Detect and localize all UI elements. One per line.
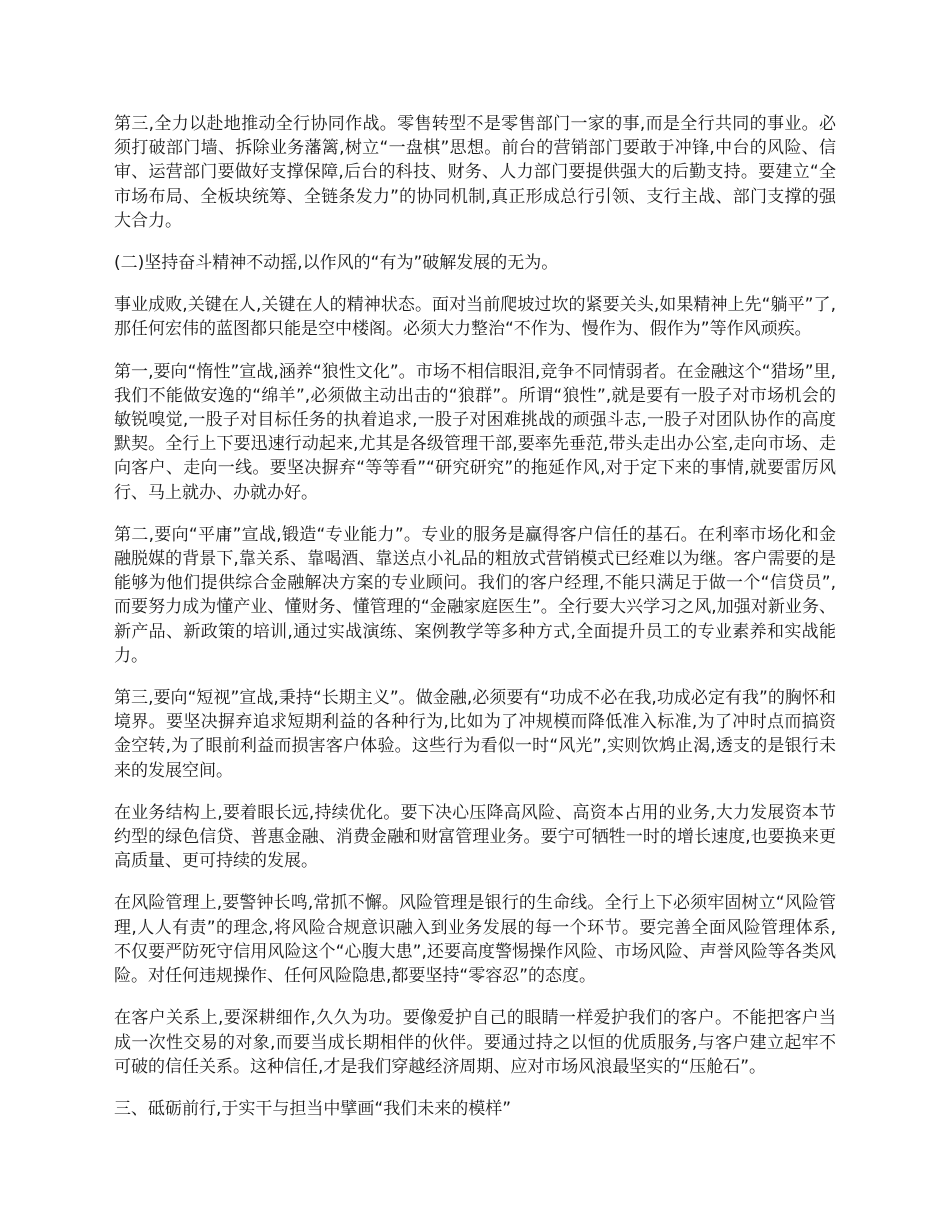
paragraph-customer-relations: 在客户关系上,要深耕细作,久久为功。要像爱护自己的眼睛一样爱护我们的客户。不能把客户当成一次性交易的对象,而要当成长期相伴的伙伴。要通过持之以恒的优质服务,与客户建立起牢不可破的信任关系。这种信任,才是我们穿越经济周期、应对市场风浪最坚实的“压舱石”。 bbox=[114, 1008, 836, 1077]
section-heading-struggle-spirit: (二)坚持奋斗精神不动摇,以作风的“有为”破解发展的无为。 bbox=[114, 253, 559, 274]
paragraph-long-termism: 第三,要向“短视”宣战,秉持“长期主义”。做金融,必须要有“功成不必在我,功成必定有我”的胸怀和境界。要坚决摒弃追求短期利益的各种行为,比如为了冲规模而降低准入标准,为了冲时点而搞资金空转,为了眼前利益而损害客户体验。这些行为看似一时“风光”,实则饮鸩止渴,透支的是银行未来的发展空间。 bbox=[114, 688, 836, 781]
paragraph-collaboration: 第三,全力以赴地推动全行协同作战。零售转型不是零售部门一家的事,而是全行共同的事业。必须打破部门墙、拆除业务藩篱,树立“一盘棋”思想。前台的营销部门要敢于冲锋,中台的风险、信审、运营部门要做好支撑保障,后台的科技、财务、人力部门要提供强大的后勤支持。要建立“全市场布局、全板块统筹、全链条发力”的协同机制,真正形成总行引领、支行主战、部门支撑的强大合力。 bbox=[114, 114, 836, 231]
paragraph-business-structure: 在业务结构上,要着眼长远,持续优化。要下决心压降高风险、高资本占用的业务,大力发展资本节约型的绿色信贷、普惠金融、消费金融和财富管理业务。要宁可牺牲一时的增长速度,也要换来更高质量、更可持续的发展。 bbox=[114, 802, 836, 872]
paragraph-mental-state: 事业成败,关键在人,关键在人的精神状态。面对当前爬坡过坎的紧要关头,如果精神上先“躺平”了,那任何宏伟的蓝图都只能是空中楼阁。必须大力整治“不作为、慢作为、假作为”等作风顽疾。 bbox=[114, 295, 836, 340]
paragraph-wolf-culture: 第一,要向“惰性”宣战,涵养“狼性文化”。市场不相信眼泪,竞争不同情弱者。在金融这个“猎场”里,我们不能做安逸的“绵羊”,必须做主动出击的“狼群”。所谓“狼性”,就是要有一股子对市场机会的敏锐嗅觉,一股子对目标任务的执着追求,一股子对困难挑战的顽强斗志,一股子对团队协作的高度默契。全行上下要迅速行动起来,尤其是各级管理干部,要率先垂范,带头走出办公室,走向市场、走向客户、走向一线。要坚决摒弃“等等看”“研究研究”的拖延作风,对于定下来的事情,就要雷厉风行、马上就办、办就办好。 bbox=[114, 361, 836, 503]
paragraph-risk-management: 在风险管理上,要警钟长鸣,常抓不懈。风险管理是银行的生命线。全行上下必须牢固树立“风险管理,人人有责”的理念,将风险合规意识融入到业务发展的每一个环节。要完善全面风险管理体系,不仅要严防死守信用风险这个“心腹大患”,还要高度警惕操作风险、市场风险、声誉风险等各类风险。对任何违规操作、任何风险隐患,都要坚持“零容忍”的态度。 bbox=[114, 893, 836, 987]
paragraph-professional-ability: 第二,要向“平庸”宣战,锻造“专业能力”。专业的服务是赢得客户信任的基石。在利率市场化和金融脱媒的背景下,靠关系、靠喝酒、靠送点小礼品的粗放式营销模式已经难以为继。客户需要的是能够为他们提供综合金融解决方案的专业顾问。我们的客户经理,不能只满足于做一个“信贷员”,而要努力成为懂产业、懂财务、懂管理的“金融家庭医生”。全行要大兴学习之风,加强对新业务、新产品、新政策的培训,通过实战演练、案例教学等多种方式,全面提升员工的专业素养和实战能力。 bbox=[114, 524, 836, 666]
section-heading-forge-ahead: 三、砥砺前行,于实干与担当中擘画“我们未来的模样” bbox=[114, 1098, 512, 1119]
document-body bbox=[114, 112, 836, 1139]
